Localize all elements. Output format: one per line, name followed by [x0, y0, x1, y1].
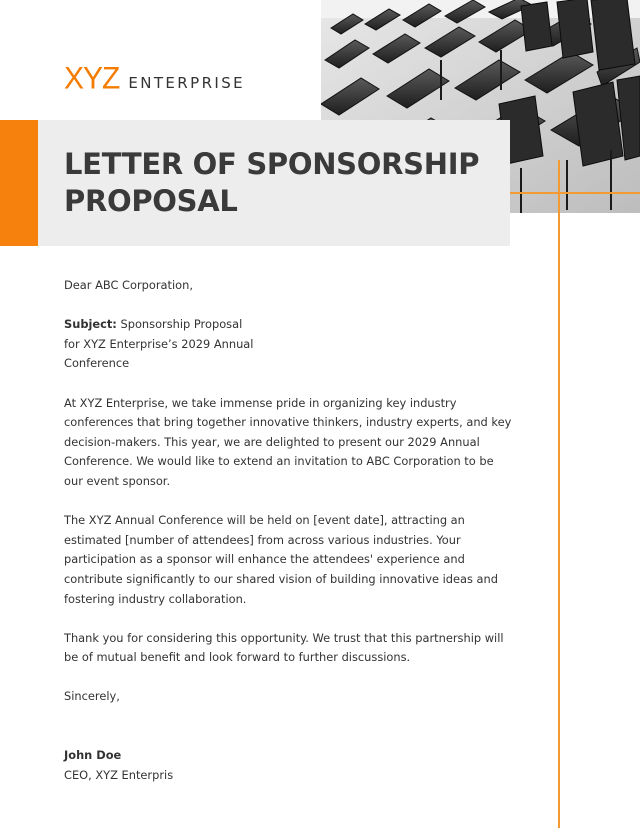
closing: Sincerely,: [64, 689, 120, 704]
paragraph: Thank you for considering this opportunity. We trust that this partnership will be of mutual benefit and look forward to further discussions.: [64, 630, 504, 665]
letter-body: [64, 276, 516, 785]
title-banner: [38, 120, 510, 246]
page-title: LETTER OF SPONSORSHIP PROPOSAL: [64, 147, 480, 218]
logo-wordmark: ENTERPRISE: [128, 74, 246, 92]
accent-line-vertical: [558, 160, 560, 828]
subject-text: Sponsorship Proposal for XYZ Enterprise’s 2029 Annual Conference: [64, 317, 254, 371]
paragraph: The XYZ Annual Conference will be held on [event date], attracting an estimated [number of attendees] from across various industries. Your participation as a sponsor will enhance the attendees' experience and contribute significantly to our shared vision of building innovative ideas and fostering industry collaboration.: [64, 513, 498, 606]
company-logo: [64, 62, 245, 96]
accent-line-horizontal: [510, 192, 640, 194]
accent-bar: [0, 120, 38, 246]
greeting: Dear ABC Corporation,: [64, 278, 193, 292]
paragraph: At XYZ Enterprise, we take immense pride in organizing key industry conferences that bring together innovative thinkers, industry experts, and key decision-makers. This year, we are delighted to present our 2029 Annual Conference. We would like to extend an invitation to ABC Corporation to be our event sponsor.: [64, 395, 512, 488]
subject-label: Subject:: [64, 317, 117, 332]
logo-mark: XYZ: [64, 61, 120, 96]
signer-title: CEO, XYZ Enterpris: [64, 767, 174, 782]
signer-name: John Doe: [64, 748, 122, 763]
subject-line: [64, 315, 254, 374]
